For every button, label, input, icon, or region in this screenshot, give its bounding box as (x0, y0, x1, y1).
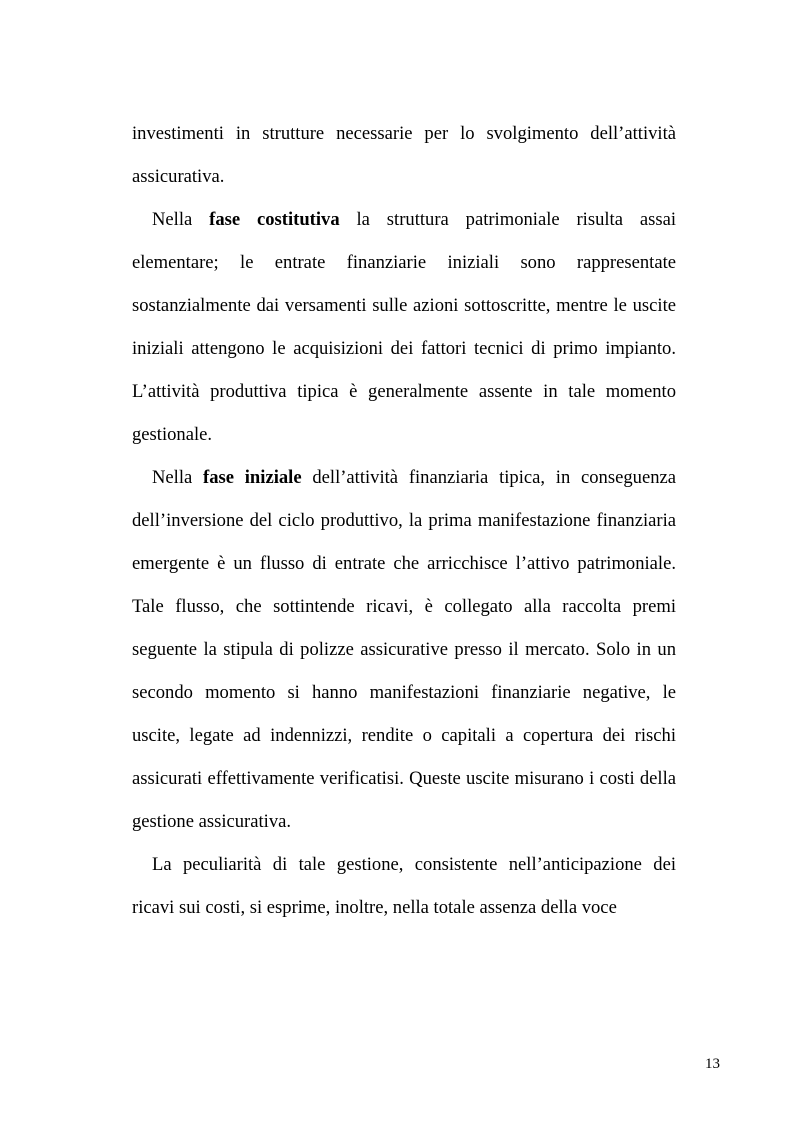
body-text (132, 112, 676, 929)
term-fase-iniziale: fase iniziale (203, 467, 302, 488)
paragraph-fase-costitutiva (132, 198, 676, 456)
paragraph-3-lead: Nella (152, 467, 204, 488)
term-fase-costitutiva: fase costitutiva (209, 209, 340, 230)
paragraph-continuation (132, 112, 676, 198)
paragraph-4-text: La peculiarità di tale gestione, consistente nell’anticipazione dei ricavi sui costi, si esprime, inoltre, nella totale assenza della voce (132, 854, 676, 918)
paragraph-peculiarita (132, 843, 676, 929)
paragraph-2-lead: Nella (152, 209, 210, 230)
paragraph-2-text: la struttura patrimoniale risulta assai elementare; le entrate finanziarie iniziali sono rappresentate sostanzialmente dai versamenti sulle azioni sottoscritte, mentre le uscite iniziali attengono le acquisizioni dei fattori tecnici di primo impianto. L’attività produttiva tipica è generalmente assente in tale momento gestionale. (132, 209, 676, 445)
paragraph-fase-iniziale (132, 456, 676, 843)
paragraph-1-text: investimenti in strutture necessarie per lo svolgimento dell’attività assicurativa. (132, 123, 676, 187)
paragraph-3-text: dell’attività finanziaria tipica, in conseguenza dell’inversione del ciclo produttivo, la prima manifestazione finanziaria emergente è un flusso di entrate che arricchisce l’attivo patrimoniale. Tale flusso, che sottintende ricavi, è collegato alla raccolta premi seguente la stipula di polizze assicurative presso il mercato. Solo in un secondo momento si hanno manifestazioni finanziarie negative, le uscite, legate ad indennizzi, rendite o capitali a copertura dei rischi assicurati effettivamente verificatisi. Queste uscite misurano i costi della gestione assicurativa. (132, 467, 676, 832)
page-number: 13 (705, 1056, 720, 1072)
